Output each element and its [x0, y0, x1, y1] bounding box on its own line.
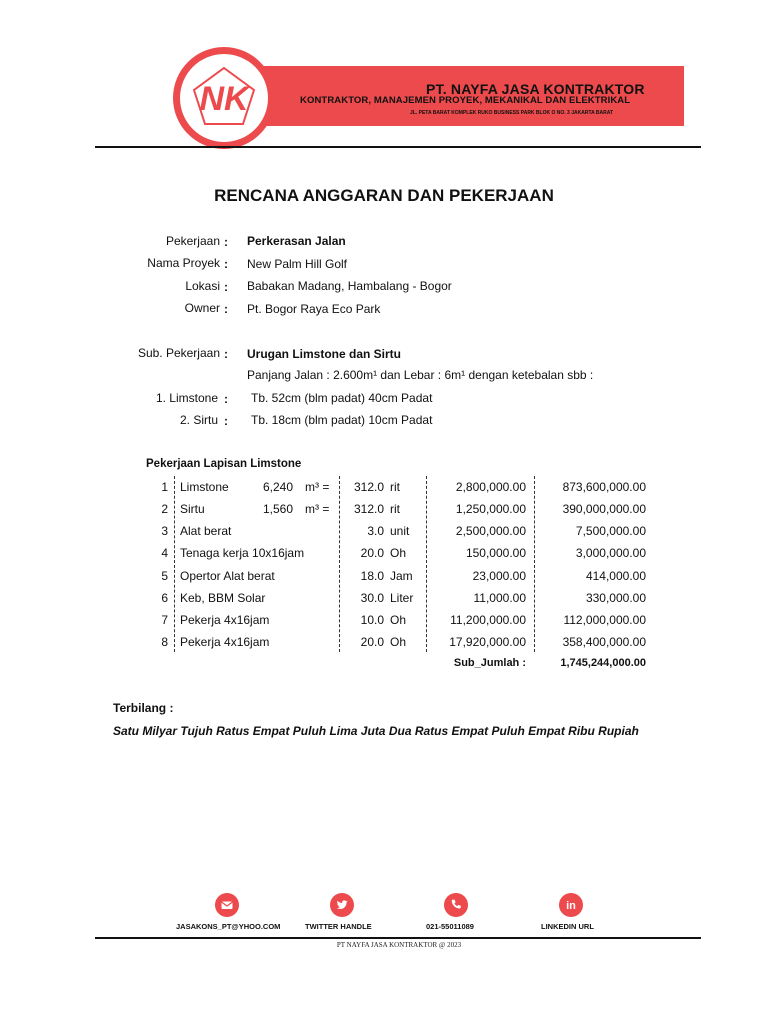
row-total: 7,500,000.00 — [575, 524, 646, 538]
row-price: 17,920,000.00 — [449, 635, 526, 649]
row-no: 7 — [161, 613, 168, 627]
sub-item-label-2: 2. Sirtu — [179, 413, 218, 427]
row-total: 330,000.00 — [585, 591, 646, 605]
copyright-text: PT NAYFA JASA KONTRAKTOR @ 2023 — [336, 941, 462, 949]
subtotal-label: Sub_Jumlah : — [453, 657, 526, 669]
subtotal-value: 1,745,244,000.00 — [560, 657, 646, 669]
row-price: 1,250,000.00 — [455, 502, 526, 516]
row-no: 3 — [161, 524, 168, 538]
row-volume: 20.0 — [360, 635, 384, 649]
linkedin-label: LINKEDIN URL — [541, 922, 594, 931]
email-icon[interactable] — [215, 893, 239, 917]
row-unit: Oh — [390, 635, 407, 649]
row-unit: rit — [390, 502, 400, 516]
row-volume: 18.0 — [360, 569, 384, 583]
colon: : — [224, 347, 228, 361]
row-unit: Oh — [390, 546, 407, 560]
row-total: 873,600,000.00 — [562, 480, 646, 494]
twitter-label: TWITTER HANDLE — [305, 922, 372, 931]
table-rule — [174, 476, 175, 652]
terbilang-text: Satu Milyar Tujuh Ratus Empat Puluh Lima Juta Dua Ratus Empat Puluh Empat Ribu Rupiah — [113, 724, 639, 738]
row-item: Tenaga kerja 10x16jam — [180, 546, 305, 560]
colon: : — [224, 302, 228, 316]
row-total: 112,000,000.00 — [563, 613, 646, 627]
header-divider — [95, 146, 701, 148]
table-rule — [534, 476, 535, 652]
colon: : — [224, 414, 228, 428]
row-item: Keb, BBM Solar — [180, 591, 266, 605]
row-no: 6 — [161, 591, 168, 605]
sub-item-label-1: 1. Limstone — [155, 391, 218, 405]
row-no: 4 — [161, 546, 168, 560]
row-total: 390,000,000.00 — [562, 502, 646, 516]
row-unit: Liter — [390, 591, 414, 605]
info-value-proyek: New Palm Hill Golf — [247, 257, 348, 271]
colon: : — [224, 235, 228, 249]
twitter-icon[interactable] — [330, 893, 354, 917]
info-value-owner: Pt. Bogor Raya Eco Park — [247, 302, 381, 316]
row-price: 2,500,000.00 — [455, 524, 526, 538]
sub-item-value-1: Tb. 52cm (blm padat) 40cm Padat — [251, 391, 433, 405]
row-item: Alat berat — [180, 524, 232, 538]
info-label-proyek: Nama Proyek — [147, 256, 220, 270]
row-volume: 10.0 — [360, 613, 384, 627]
phone-label: 021-55011089 — [426, 922, 474, 931]
row-no: 2 — [161, 502, 168, 516]
section-title: Pekerjaan Lapisan Limstone — [146, 458, 302, 470]
row-volume: 30.0 — [360, 591, 384, 605]
row-unit-m3: m³ = — [305, 502, 330, 516]
row-unit: Jam — [390, 569, 413, 583]
colon: : — [224, 280, 228, 294]
row-item: Pekerja 4x16jam — [180, 613, 270, 627]
sub-note: Panjang Jalan : 2.600m¹ dan Lebar : 6m¹ dengan ketebalan sbb : — [247, 368, 594, 382]
row-qty: 1,560 — [262, 502, 293, 516]
row-unit-m3: m³ = — [305, 480, 330, 494]
info-label-lokasi: Lokasi — [185, 279, 220, 293]
email-label: JASAKONS_PT@YHOO.COM — [176, 922, 281, 931]
document-title: RENCANA ANGGARAN DAN PEKERJAAN — [214, 186, 554, 205]
terbilang-label: Terbilang : — [113, 701, 174, 715]
row-volume: 312.0 — [353, 480, 384, 494]
row-volume: 20.0 — [360, 546, 384, 560]
row-volume: 3.0 — [367, 524, 384, 538]
sub-label: Sub. Pekerjaan — [137, 346, 220, 360]
row-item: Opertor Alat berat — [180, 569, 275, 583]
company-tagline: KONTRAKTOR, MANAJEMEN PROYEK, MEKANIKAL DAN ELEKTRIKAL — [300, 95, 631, 106]
row-volume: 312.0 — [353, 502, 384, 516]
row-item: Limstone — [180, 480, 229, 494]
row-total: 3,000,000.00 — [575, 546, 646, 560]
row-item: Sirtu — [180, 502, 205, 516]
info-value-lokasi: Babakan Madang, Hambalang - Bogor — [247, 279, 452, 293]
row-no: 5 — [161, 569, 168, 583]
row-price: 23,000.00 — [472, 569, 526, 583]
logo-text: NK — [199, 80, 249, 118]
row-unit: rit — [390, 480, 400, 494]
sub-value: Urugan Limstone dan Sirtu — [247, 347, 402, 361]
company-name: PT. NAYFA JASA KONTRAKTOR — [426, 81, 645, 97]
row-total: 358,400,000.00 — [562, 635, 646, 649]
logo-mark-icon — [180, 54, 268, 142]
row-price: 2,800,000.00 — [455, 480, 526, 494]
linkedin-icon[interactable] — [559, 893, 583, 917]
row-item: Pekerja 4x16jam — [180, 635, 270, 649]
row-price: 150,000.00 — [465, 546, 526, 560]
phone-icon[interactable] — [444, 893, 468, 917]
row-price: 11,200,000.00 — [450, 613, 526, 627]
row-qty: 6,240 — [262, 480, 293, 494]
info-label-owner: Owner — [184, 301, 220, 315]
colon: : — [224, 392, 228, 406]
svg-text:in: in — [566, 900, 576, 912]
info-label-pekerjaan: Pekerjaan — [165, 234, 220, 248]
row-unit: Oh — [390, 613, 407, 627]
row-no: 1 — [161, 480, 168, 494]
info-value-pekerjaan: Perkerasan Jalan — [247, 234, 346, 248]
row-price: 11,000.00 — [473, 591, 526, 605]
sub-item-value-2: Tb. 18cm (blm padat) 10cm Padat — [251, 413, 433, 427]
colon: : — [224, 257, 228, 271]
row-total: 414,000.00 — [585, 569, 646, 583]
row-unit: unit — [390, 524, 410, 538]
row-no: 8 — [161, 635, 168, 649]
footer-divider — [95, 937, 701, 939]
company-address: JL. PETA BARAT KOMPLEK RUKO BUSINESS PARK BLOK O NO. 3 JAKARTA BARAT — [410, 110, 614, 116]
